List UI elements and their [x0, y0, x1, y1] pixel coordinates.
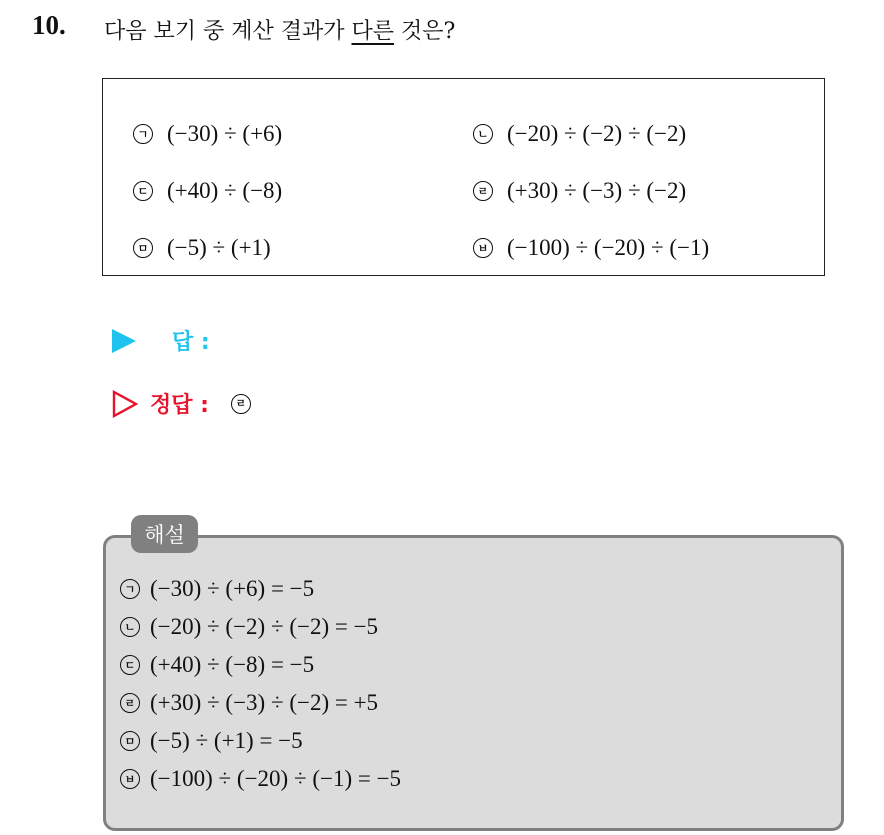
choice-4[interactable]	[473, 178, 686, 204]
choice-expression: (+30) ÷ (−3) ÷ (−2)	[507, 178, 687, 203]
choice-expression: (−5) ÷ (+1)	[167, 235, 271, 260]
choice-6[interactable]	[473, 235, 709, 261]
choice-expression: (+40) ÷ (−8)	[167, 178, 283, 203]
play-triangle-icon	[112, 329, 136, 353]
explanation-line	[120, 684, 401, 722]
explanation-expression: (−5) ÷ (+1) = −5	[150, 728, 303, 753]
explanation-mark: ㅂ	[120, 769, 140, 789]
explanation-line	[120, 722, 401, 760]
correct-answer-row	[112, 388, 251, 419]
choice-mark: ㅁ	[133, 238, 153, 258]
explanation-line	[120, 570, 401, 608]
explanation-expression: (−20) ÷ (−2) ÷ (−2) = −5	[150, 614, 379, 639]
choice-mark: ㄴ	[473, 124, 493, 144]
choice-mark: ㄹ	[473, 181, 493, 201]
explanation-expression: (+40) ÷ (−8) = −5	[150, 652, 315, 677]
explanation-mark: ㄴ	[120, 617, 140, 637]
explanation-line	[120, 760, 401, 798]
explanation-mark: ㄱ	[120, 579, 140, 599]
choice-mark: ㄷ	[133, 181, 153, 201]
answer-row	[112, 325, 210, 356]
explanation-line	[120, 608, 401, 646]
correct-answer-mark: ㄹ	[231, 394, 251, 414]
explanation-mark: ㅁ	[120, 731, 140, 751]
choice-5[interactable]	[133, 235, 271, 261]
explanation-line	[120, 646, 401, 684]
choice-expression: (−30) ÷ (+6)	[167, 121, 283, 146]
explanation-tag: 해설	[131, 515, 198, 553]
choice-mark: ㄱ	[133, 124, 153, 144]
explanation-lines	[120, 570, 401, 798]
choice-expression: (−100) ÷ (−20) ÷ (−1)	[507, 235, 710, 260]
question-number: 10.	[32, 10, 66, 40]
choice-expression: (−20) ÷ (−2) ÷ (−2)	[507, 121, 687, 146]
choice-mark: ㅂ	[473, 238, 493, 258]
explanation-expression: (+30) ÷ (−3) ÷ (−2) = +5	[150, 690, 379, 715]
answer-label: 답 :	[172, 330, 210, 355]
correct-answer-label: 정답 :	[150, 393, 209, 418]
explanation-mark: ㄹ	[120, 693, 140, 713]
question-text	[104, 14, 455, 45]
explanation-expression: (−30) ÷ (+6) = −5	[150, 576, 315, 601]
question-underlined-word: 다른	[351, 19, 395, 44]
outline-triangle-icon	[112, 390, 138, 418]
explanation-mark: ㄷ	[120, 655, 140, 675]
choice-3[interactable]	[133, 178, 282, 204]
question-text-before: 다음 보기 중 계산 결과가	[104, 19, 352, 44]
choices-box	[102, 78, 825, 276]
choice-1[interactable]	[133, 121, 282, 147]
choice-2[interactable]	[473, 121, 686, 147]
explanation-expression: (−100) ÷ (−20) ÷ (−1) = −5	[150, 766, 402, 791]
question-text-after: 것은?	[394, 19, 456, 44]
